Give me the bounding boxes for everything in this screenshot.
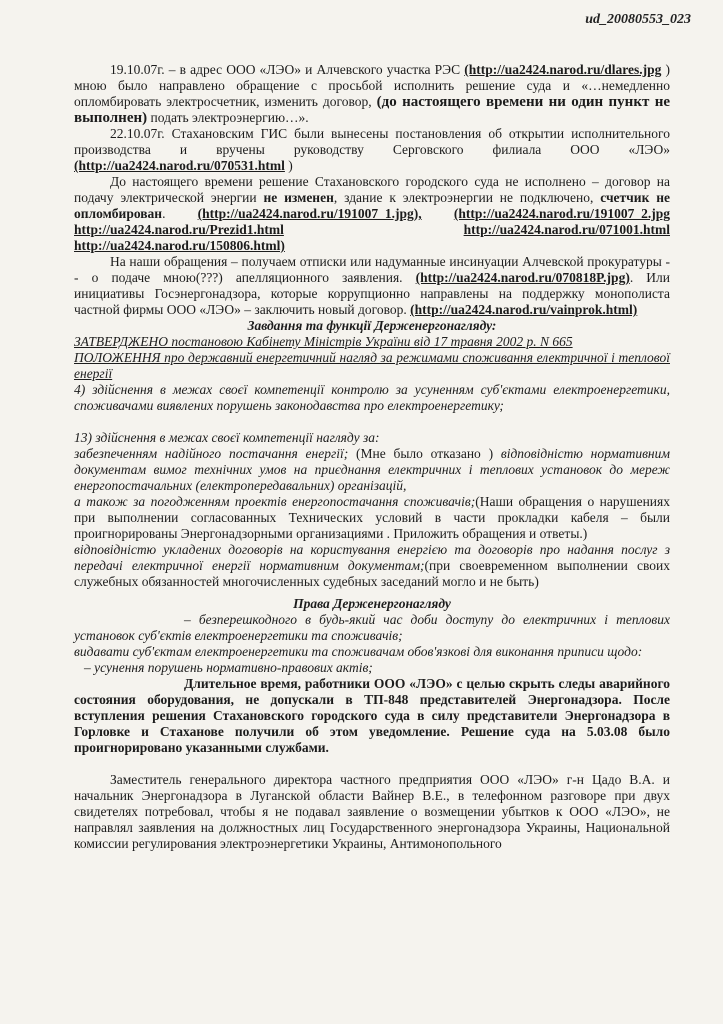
link-prezid1[interactable]: http://ua2424.narod.ru/Prezid1.html — [74, 222, 284, 237]
right-3: – усунення порушень нормативно-правових актів; — [84, 660, 373, 675]
link-150806[interactable]: http://ua2424.narod.ru/150806.html) — [74, 238, 285, 253]
document-id: ud_20080553_023 — [585, 12, 691, 27]
item-4: 4) здійснення в межах своєї компетенції контролю за усуненням суб'єктами електроенергетики, споживачами виявлених порушень законодавства про електроенергетику; — [74, 382, 670, 413]
paragraph-deputy-director: Заместитель генерального директора частного предприятия ООО «ЛЭО» г-н Цадо В.А. и начальник Энергонадзора в Луганской области Вайнер В.Е., в телефонном разговоре при двух свидетелях потребовал, чтобы я не подавал заявление о возмещении убытков к ООО «ЛЭО», не направлял заявления на должностных лиц Государственного энергонадзора Украины, Национальной комиссии регулирования электроэнергетики Украины, Антимонопольного — [74, 772, 670, 851]
paragraph-19-10-07: 19.10.07г. – в адрес ООО «ЛЭО» и Алчевского участка РЭС (http://ua2424.narod.ru/dlares.jpg ) мною было направлено обращение с просьбой исполнить решение суда и «…немедленно опломбировать электросчетник, изменить договор, (до настоящего времени ни один пункт не выполнен) подать электроэнергию…». — [74, 62, 670, 126]
link-071001[interactable]: http://ua2424.narod.ru/071001.html — [463, 222, 670, 237]
right-1: – безперешкодного в будь-який час доби доступу до електричних і теплових установок суб'єктів електроенергетики та споживачів; — [74, 612, 670, 643]
link-dlares[interactable]: (http://ua2424.narod.ru/dlares.jpg — [464, 62, 662, 77]
item-13-a: забезпеченням надійного постачання енергії; (Мне было отказано ) відповідністю нормативним документам вимог технічних умов на приєднання електричних і теплових установок до мереж енергопостачальних (електропередавальних) організацій, — [74, 446, 670, 493]
regulation-title: ПОЛОЖЕННЯ про державний енергетичний нагляд за режимами споживання електричної і теплової енергії — [74, 350, 670, 381]
link-vainprok[interactable]: (http://ua2424.narod.ru/vainprok.html) — [410, 302, 638, 317]
link-070818p[interactable]: (http://ua2424.narod.ru/070818P.jpg) — [415, 270, 630, 285]
item-13-head: 13) здійснення в межах своєї компетенції нагляду за: — [74, 430, 380, 445]
right-2: видавати суб'єктам електроенергетики та споживачам обов'язкові для виконання приписи щодо: — [74, 644, 643, 659]
item-13-c: відповідністю укладених договорів на користування енергією та договорів про надання послуг з передачі електричної енергії нормативним документам;(при своевременном выполнении своих служебных обязанностей многочисленных судебных заседаний могло и не быть) — [74, 542, 670, 589]
link-191007-1[interactable]: (http://ua2424.narod.ru/191007_1.jpg), — [197, 206, 422, 221]
paragraph-22-10-07: 22.10.07г. Стахановским ГИС были вынесены постановления об открытии исполнительного производства и вручены руководству Серговского филиала ООО «ЛЭО» (http://ua2424.narod.ru/070531.html ) — [74, 126, 670, 173]
heading-rights: Права Держенергонагляду — [293, 596, 451, 611]
link-070531[interactable]: (http://ua2424.narod.ru/070531.html — [74, 158, 285, 173]
paragraph-not-executed: До настоящего времени решение Стахановского городского суда не исполнено – договор на подачу электрической энергии не изменен, здание к электроэнергии не подключено, счетчик не опломбирован. (http://ua2424.narod.ru/191007_1.jpg), (http://ua2424.narod.ru/191007_2.jpg http://ua2424.narod.ru/Prezid1.html http://ua2424.narod.ru/071001.html http://ua2424.narod.ru/150806.html) — [74, 174, 670, 253]
approved-line: ЗАТВЕРДЖЕНО постановою Кабінету Міністрів України від 17 травня 2002 р. N 665 — [74, 334, 573, 349]
heading-tasks: Завдання та функції Держенергонагляду: — [247, 318, 497, 333]
item-13-b: а також за погодженням проектів енергопостачання споживачів;(Наши обращения о нарушениях при выполнении согласованных Технических условий в части прокладки кабеля – были проигнорированы Энергонадзорными организациями . Приложить обращения и ответы.) — [74, 494, 670, 541]
link-191007-2[interactable]: (http://ua2424.narod.ru/191007_2.jpg — [453, 206, 670, 221]
paragraph-appeals: На наши обращения – получаем отписки или надуманные инсинуации Алчевской прокуратуры -- о подаче мною(???) апелляционного заявления. (http://ua2424.narod.ru/070818P.jpg). Или инициативы Госэнергонадзора, которые коррупционно направлены на поддержку монополиста частной фирмы ООО «ЛЭО» – заключить новый договор. (http://ua2424.narod.ru/vainprok.html) — [74, 254, 670, 317]
document-body — [74, 62, 670, 852]
paragraph-leo-workers: Длительное время, работники ООО «ЛЭО» с целью скрыть следы аварийного состояния оборудования, не допускали в ТП-848 представителей Энергонадзора. После вступления решения Стахановского городского суда в силу представители Энергонадзора в Горловке и Стаханове получили об этом уведомление. Решение суда на 5.03.08 было проигнорировано указанными службами. — [74, 676, 670, 755]
